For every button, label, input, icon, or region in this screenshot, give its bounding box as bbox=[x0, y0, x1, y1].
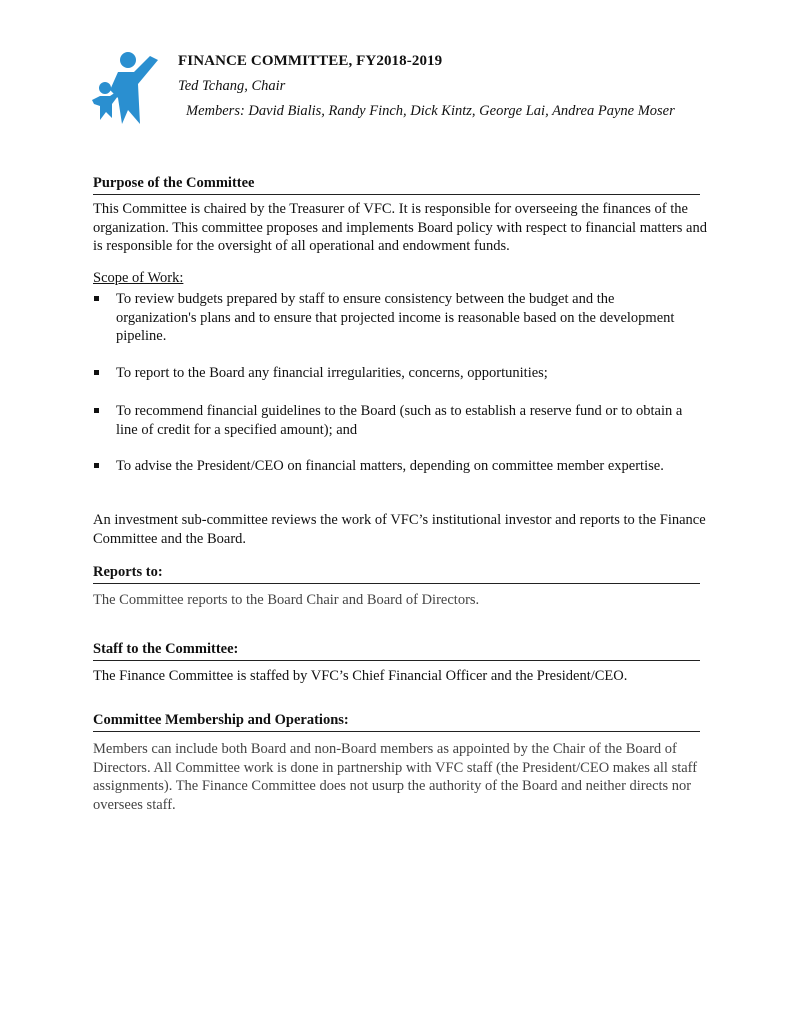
organization-logo bbox=[88, 50, 174, 126]
committee-title: FINANCE COMMITTEE, FY2018-2019 bbox=[178, 53, 443, 69]
bullet-icon bbox=[93, 290, 116, 346]
scope-item: To advise the President/CEO on financial matters, depending on committee member expertise. bbox=[93, 457, 693, 476]
reports-text: The Committee reports to the Board Chair and Board of Directors. bbox=[93, 592, 480, 608]
bullet-icon bbox=[93, 364, 116, 383]
purpose-text: This Committee is chaired by the Treasurer of VFC. It is responsible for overseeing the finances of the organization. This committee proposes and implements Board policy with respect to financial matters and is responsible for the oversight of all operational and endowment funds. bbox=[93, 201, 707, 254]
committee-chair: Ted Tchang, Chair bbox=[178, 78, 286, 94]
large-figure-icon bbox=[110, 52, 158, 124]
staff-heading: Staff to the Committee: bbox=[93, 641, 700, 661]
membership-heading: Committee Membership and Operations: bbox=[93, 712, 700, 732]
staff-text: The Finance Committee is staffed by VFC’s Chief Financial Officer and the President/CEO. bbox=[93, 668, 628, 684]
scope-item: To recommend financial guidelines to the Board (such as to establish a reserve fund or to obtain a line of credit for a specified amount); and bbox=[93, 402, 693, 439]
membership-text: Members can include both Board and non-Board members as appointed by the Chair of the Board of Directors. All Committee work is done in partnership with VFC staff (the President/CEO makes all staff assignments). The Finance Committee does not usurp the authority of the Board and neither directs nor oversees staff. bbox=[93, 741, 698, 813]
scope-item: To report to the Board any financial irregularities, concerns, opportunities; bbox=[93, 364, 693, 383]
bullet-icon bbox=[93, 457, 116, 476]
scope-item: To review budgets prepared by staff to ensure consistency between the budget and the organization's plans and to ensure that projected income is reasonable based on the development pipeline. bbox=[93, 290, 693, 346]
purpose-heading: Purpose of the Committee bbox=[93, 175, 700, 195]
scope-of-work-label: Scope of Work: bbox=[93, 270, 184, 286]
committee-members: Members: David Bialis, Randy Finch, Dick Kintz, George Lai, Andrea Payne Moser bbox=[186, 103, 675, 119]
bullet-icon bbox=[93, 402, 116, 439]
reports-heading: Reports to: bbox=[93, 564, 700, 584]
investment-text: An investment sub-committee reviews the work of VFC’s institutional investor and reports to the Finance Committee and the Board. bbox=[93, 512, 706, 547]
